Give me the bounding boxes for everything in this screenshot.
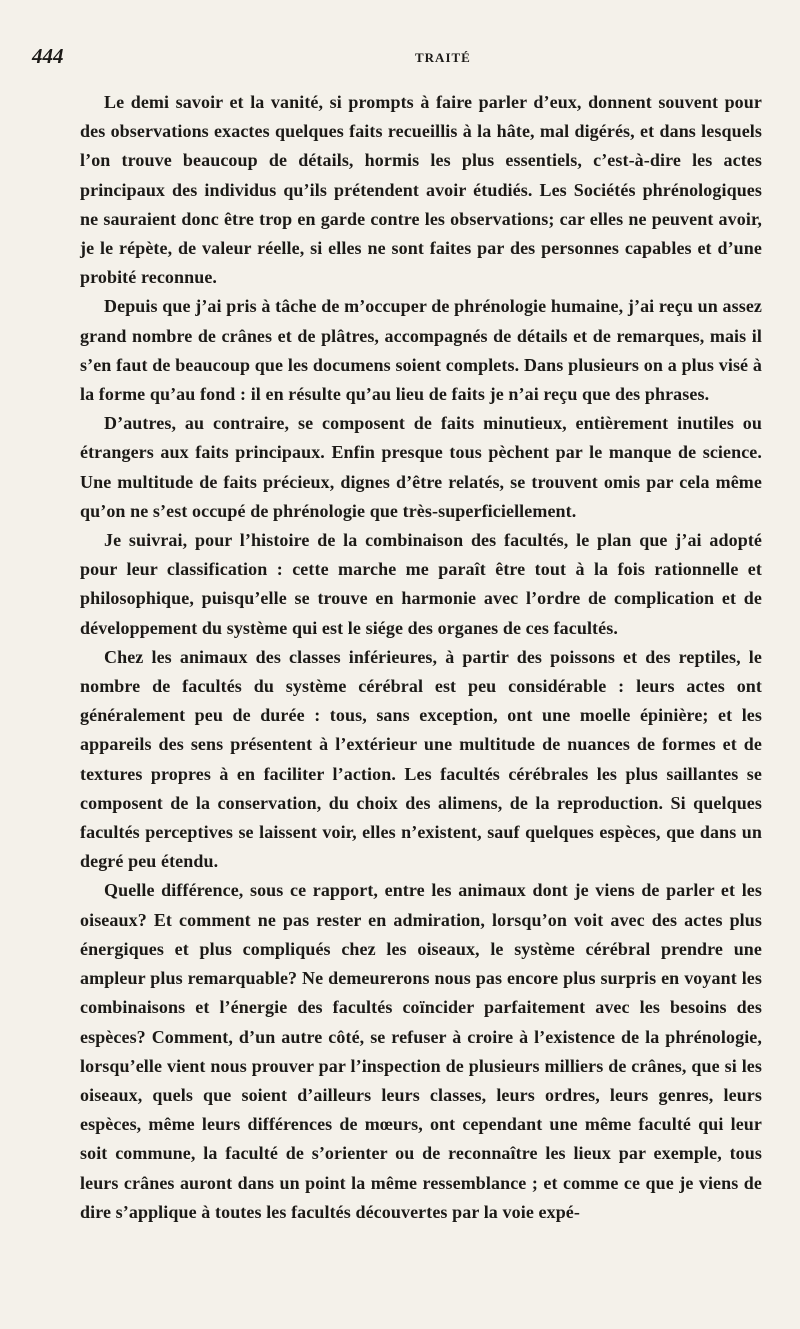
paragraph-2: Depuis que j’ai pris à tâche de m’occuper de phrénologie humaine, j’ai reçu un assez grand nombre de crânes et de plâtres, accompagnés de détails et de remarques, mais il s’en faut de beaucoup que les documens soient complets. Dans plusieurs on a plus visé à la forme qu’au fond : il en résulte qu’au lieu de faits je n’ai reçu que des phrases. (80, 296, 762, 405)
paragraph-6: Quelle différence, sous ce rapport, entre les animaux dont je viens de parler et les oiseaux? Et comment ne pas rester en admiration, lorsqu’on voit avec des actes plus énergiques et plus compliqués chez les oiseaux, le système cérébral prendre une ampleur plus remarquable? Ne demeurerons nous pas encore plus surpris en voyant les combinaisons et l’énergie des facultés coïncider parfaitement avec les besoins des espèces? Comment, d’un autre côté, se refuser à croire à l’existence de la phrénologie, lorsqu’elle vient nous prouver par l’inspection de plusieurs milliers de crânes, que si les oiseaux, quels que soient d’ailleurs leurs classes, leurs ordres, leurs genres, leurs espèces, même leurs différences de mœurs, ont cependant une même faculté qui leur soit commune, la faculté de s’orienter ou de reconnaître les lieux par exemple, tous leurs crânes auront dans un point la même ressemblance ; et comme ce que je viens de dire s’applique à toutes les facultés découvertes par la voie expé- (80, 880, 762, 1222)
running-head: TRAITÉ (415, 50, 471, 65)
body-text (80, 88, 762, 1227)
paragraph-4: Je suivrai, pour l’histoire de la combinaison des facultés, le plan que j’ai adopté pour leur classification : cette marche me paraît être tout à la fois rationnelle et philosophique, puisqu’elle se trouve en harmonie avec l’ordre de complication et de développement du système qui est le siége des organes de ces facultés. (80, 530, 762, 638)
paragraph-1: Le demi savoir et la vanité, si prompts à faire parler d’eux, donnent souvent pour des observations exactes quelques faits recueillis à la hâte, mal digérés, et dans lesquels l’on trouve beaucoup de détails, hormis les plus essentiels, c’est-à-dire les actes principaux des individus qu’ils prétendent avoir étudiés. Les Sociétés phrénologiques ne sauraient donc être trop en garde contre les observations; car elles ne peuvent avoir, je le répète, de valeur réelle, si elles ne sont faites par des personnes capables et d’une probité reconnue. (80, 92, 762, 288)
page-header (32, 44, 762, 84)
paragraph-5: Chez les animaux des classes inférieures, à partir des poissons et des reptiles, le nombre de facultés du système cérébral est peu considérable : leurs actes ont généralement peu de durée : tous, sans exception, ont une moelle épinière; et les appareils des sens présentent à l’extérieur une multitude de nuances de formes et de textures propres à en faciliter l’action. Les facultés cérébrales les plus saillantes se composent de la conservation, du choix des alimens, de la reproduction. Si quelques facultés perceptives se laissent voir, elles n’existent, sauf quelques espèces, que dans un degré peu étendu. (80, 646, 762, 872)
page-number: 444 (32, 44, 64, 68)
paragraph-3: D’autres, au contraire, se composent de faits minutieux, entièrement inutiles ou étrangers aux faits principaux. Enfin presque tous pèchent par le manque de science. Une multitude de faits précieux, dignes d’être relatés, se trouvent omis par cela même qu’on ne s’est occupé de phrénologie que très-superficiellement. (80, 413, 762, 521)
